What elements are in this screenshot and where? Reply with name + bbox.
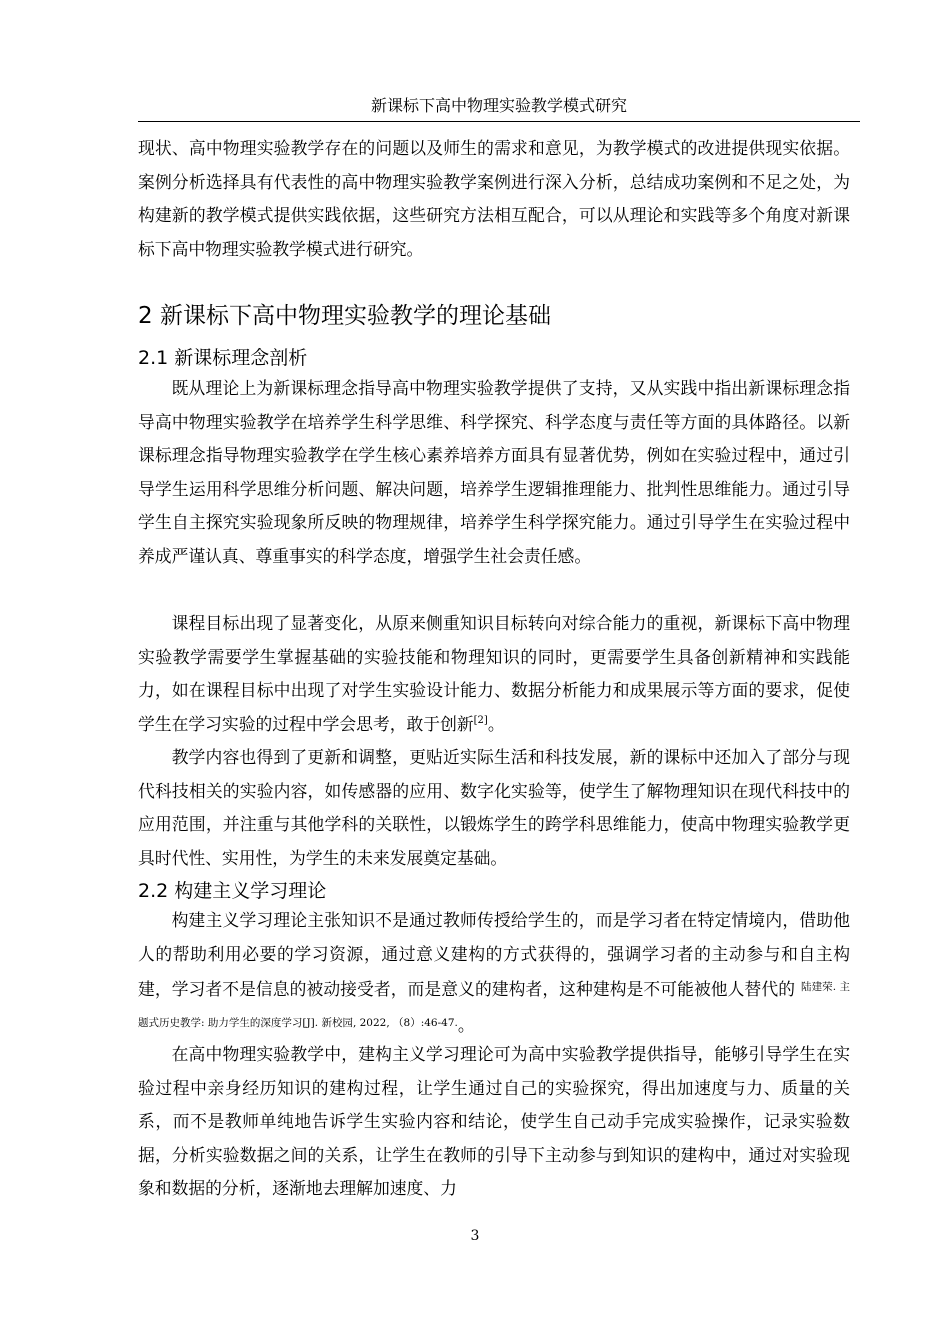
- chapter-heading: 2 新课标下高中物理实验教学的理论基础: [138, 303, 551, 329]
- citation-ref: [2]: [473, 714, 488, 726]
- paragraph-2-1-3: 教学内容也得到了更新和调整，更贴近实际生活和科技发展，新的课标中还加入了部分与现代科技相关的实验内容，如传感器的应用、数字化实验等，使学生了解物理知识在现代科技中的应用范围，并注重与其他学科的关联性，以锻炼学生的跨学科思维能力，使高中物理实验教学更具时代性、实用性，为学生的未来发展奠定基础。: [138, 747, 850, 868]
- paragraph-2-2-1-end: 。: [457, 1014, 475, 1035]
- section-heading-2-2: 2.2 构建主义学习理论: [138, 880, 327, 902]
- paragraph-2-2-2: 在高中物理实验教学中，建构主义学习理论可为高中实验教学提供指导，能够引导学生在实验过程中亲身经历知识的建构过程，让学生通过自己的实验探究，得出加速度与力、质量的关系，而不是教师单纯地告诉学生实验内容和结论，使学生自己动手完成实验操作，记录实验数据，分析实验数据之间的关系，让学生在教师的引导下主动参与到知识的建构中，通过对实验现象和数据的分析，逐渐地去理解加速度、力: [138, 1044, 850, 1198]
- page-number: 3: [470, 1228, 480, 1244]
- running-header: 新课标下高中物理实验教学模式研究: [370, 96, 627, 115]
- paragraph-2-1-2: [138, 607, 850, 741]
- paragraph-2-1-2-text: 课程目标出现了显著变化，从原来侧重知识目标转向对综合能力的重视，新课标下高中物理实验教学需要学生掌握基础的实验技能和物理知识的同时，更需要学生具备创新精神和实践能力，如在课程目标中出现了对学生实验设计能力、数据分析能力和成果展示等方面的要求，促使学生在学习实验的过程中学会思考，敢于创新: [138, 613, 850, 734]
- paragraph-2-1-2-end: 。: [487, 713, 505, 734]
- paragraph-2-1-1: 既从理论上为新课标理念指导高中物理实验教学提供了支持，又从实践中指出新课标理念指导高中物理实验教学在培养学生科学思维、科学探究、科学态度与责任等方面的具体路径。以新课标理念指导物理实验教学在学生核心素养培养方面具有显著优势，例如在实验过程中，通过引导学生运用科学思维分析问题、解决问题，培养学生逻辑推理能力、批判性思维能力。通过引导学生自主探究实验现象所反映的物理规律，培养学生科学探究能力。通过引导学生在实验过程中养成严谨认真、尊重事实的科学态度，增强学生社会责任感。: [138, 378, 850, 566]
- section-heading-2-1: 2.1 新课标理念剖析: [138, 347, 308, 369]
- inline-footnote: 陆建荣. 主题式历史教学: 助力学生的深度学习[J]. 新校园, 2022, （8）:46-47.: [138, 981, 850, 1029]
- paragraph-intro-continued: 现状、高中物理实验教学存在的问题以及师生的需求和意见，为教学模式的改进提供现实依据。案例分析选择具有代表性的高中物理实验教学案例进行深入分析，总结成功案例和不足之处，为构建新的教学模式提供实践依据，这些研究方法相互配合，可以从理论和实践等多个角度对新课标下高中物理实验教学模式进行研究。: [138, 138, 850, 259]
- header-rule: [138, 121, 860, 122]
- paragraph-2-2-1-text: 构建主义学习理论主张知识不是通过教师传授给学生的，而是学习者在特定情境内，借助他人的帮助利用必要的学习资源，通过意义建构的方式获得的，强调学习者的主动参与和自主构建，学习者不是信息的被动接受者，而是意义的建构者，这种建构是不可能被他人替代的: [138, 910, 850, 999]
- paragraph-2-2-1: [138, 904, 850, 1042]
